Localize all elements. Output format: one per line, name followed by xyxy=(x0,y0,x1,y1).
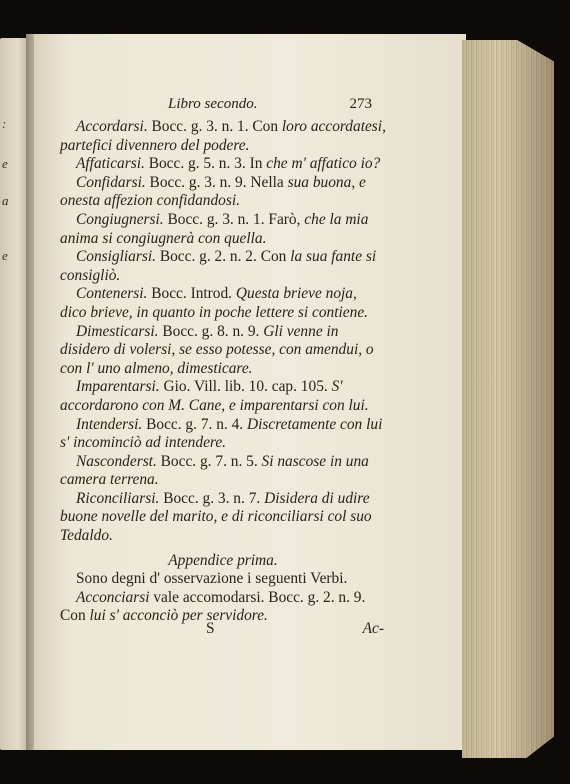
appendix-intro: Sono degni d' osservazione i seguenti Verbi. xyxy=(76,570,348,587)
entry-head: Dimesticarsi. xyxy=(76,322,159,340)
entry-ref: Bocc. g. 7. n. 4. xyxy=(142,415,247,433)
entry-quote: Disidera di udire buone novelle del marito, e di riconciliarsi col suo Tedaldo. xyxy=(60,489,372,545)
entry xyxy=(60,174,386,211)
entry-ref: Bocc. g. 3. n. 1. Farò, xyxy=(163,210,305,228)
entry-head: Intendersi. xyxy=(76,415,143,433)
verb-entries xyxy=(60,118,386,546)
entry xyxy=(60,416,386,453)
entry xyxy=(60,248,386,285)
appendix-body xyxy=(60,570,386,626)
entry-quote: lui s' acconciò per servidore. xyxy=(89,607,268,625)
entry-head: Riconciliarsi. xyxy=(76,489,160,507)
entry xyxy=(60,155,386,174)
entry-quote: la sua fante si consigliò. xyxy=(60,248,377,284)
entry-ref: Bocc. g. 3. n. 9. Nella xyxy=(145,173,288,191)
entry-ref: vale accomodarsi. Bocc. g. 2. n. 9. Con xyxy=(60,588,366,625)
entry-quote: sua buona, e onesta affezion confidandosi. xyxy=(60,173,366,210)
appendix-title: Appendice prima. xyxy=(168,552,278,569)
entry-head: Congiugnersi. xyxy=(76,210,164,228)
entry-head: Consigliarsi. xyxy=(76,248,156,266)
entry xyxy=(60,285,386,322)
page-number: 273 xyxy=(349,96,372,112)
entry xyxy=(60,453,386,490)
page-edges-shadow xyxy=(462,40,554,758)
entry-quote: Gli venne in disidero di volersi, se esso potesse, con amendui, o con l' uno almeno, dimesticare. xyxy=(60,322,374,377)
running-title: Libro secondo. xyxy=(168,96,258,112)
entry-ref: Bocc. g. 8. n. 9. xyxy=(158,322,264,340)
entry-ref: Bocc. g. 5. n. 3. In xyxy=(144,155,267,173)
entry xyxy=(60,118,386,155)
entry-head: Nasconderst. xyxy=(76,452,157,470)
entry-head: Acconciarsi xyxy=(76,588,150,606)
left-page-fragment: : xyxy=(2,116,7,131)
signature-mark: S xyxy=(206,620,215,637)
entry-quote: S' accordarono con M. Cane, e imparentarsi con lui. xyxy=(60,378,369,414)
left-page-fragment: e xyxy=(2,248,8,263)
entry-ref: Bocc. g. 3. n. 7. xyxy=(159,489,265,507)
left-page-fragment: e xyxy=(2,156,8,171)
entry-ref: Bocc. g. 3. n. 1. Con xyxy=(147,118,282,135)
entry-quote: Questa brieve noja, dico brieve, in quanto in poche lettere si contiene. xyxy=(60,285,369,321)
entry-head: Imparentarsi. xyxy=(76,378,160,396)
entry-ref: Bocc. Introd. xyxy=(147,285,236,303)
running-header xyxy=(60,96,382,116)
entry xyxy=(60,490,386,546)
entry-head: Contenersi. xyxy=(76,285,148,303)
entry-quote: loro accordatesi, partefici divennero del podere. xyxy=(60,118,386,154)
entry xyxy=(60,323,386,379)
entry xyxy=(60,378,386,415)
entry-ref: Bocc. g. 7. n. 5. xyxy=(156,452,262,470)
left-page-fragment: a xyxy=(2,193,9,208)
entry-ref: Gio. Vill. lib. 10. cap. 105. xyxy=(159,378,332,396)
entry-quote: Discretamente con lui s' incominciò ad intendere. xyxy=(60,415,383,452)
entry-head: Accordarsi. xyxy=(76,118,148,135)
catchword: Ac- xyxy=(362,620,384,637)
entry-head: Confidarsi. xyxy=(76,173,146,191)
entry-head: Affaticarsi. xyxy=(76,155,145,173)
appendix-entry xyxy=(60,589,386,626)
entry-quote: che m' affatico io? xyxy=(266,155,381,173)
entry xyxy=(60,211,386,248)
entry-quote: Si nascose in una camera terrena. xyxy=(60,452,369,489)
entry-ref: Bocc. g. 2. n. 2. Con xyxy=(155,248,291,266)
entry-quote: che la mia anima si congiugnerà con quella. xyxy=(60,210,369,247)
